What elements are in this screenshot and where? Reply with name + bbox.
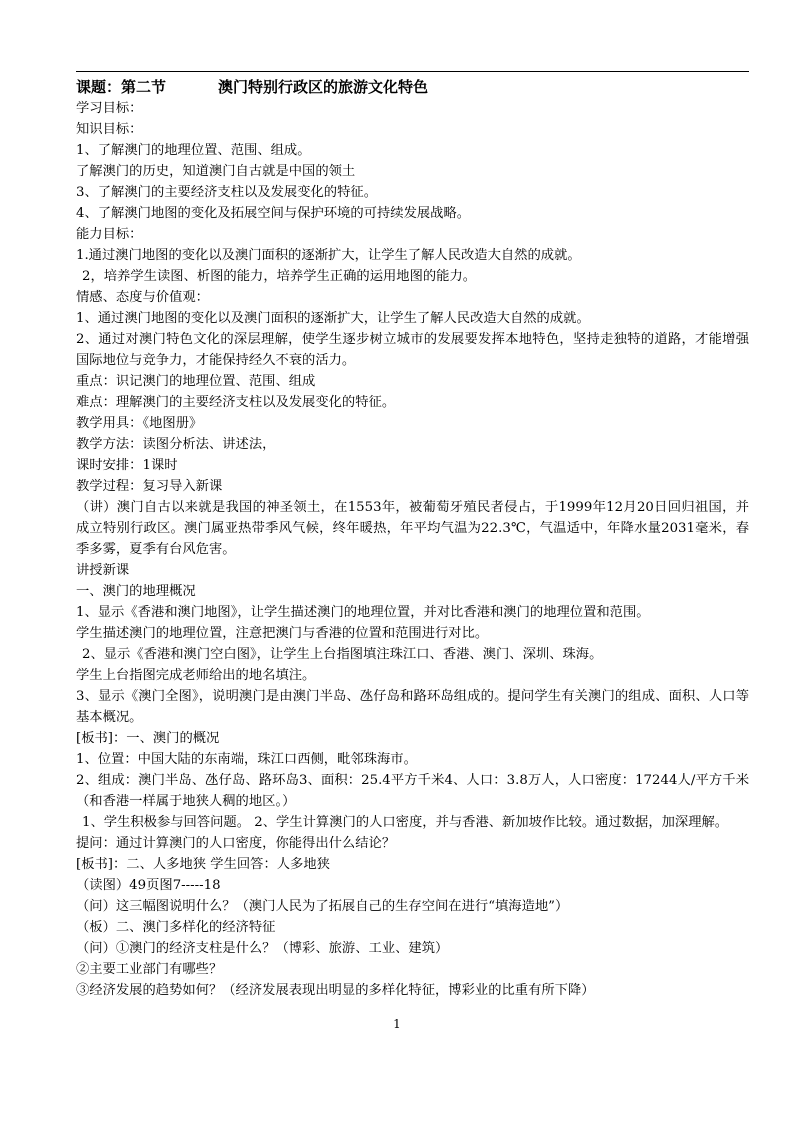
text-line: 1、位置：中国大陆的东南端，珠江口西侧，毗邻珠海市。 [76, 752, 417, 767]
text-line: 教学用具：《地图册》 [76, 416, 203, 431]
text-line: （读图）49页图7-----18 [76, 878, 221, 893]
text-line: （板）二、澳门多样化的经济特征 [76, 920, 276, 935]
text-line: 1、显示《香港和澳门地图》，让学生描述澳门的地理位置，并对比香港和澳门的地理位置和范围。 [76, 605, 650, 620]
page-number: 1 [393, 1017, 401, 1031]
text-line: 学生上台指图完成老师给出的地名填注。 [76, 668, 316, 683]
text-line: 讲授新课 [76, 563, 130, 578]
text-line: 重点：识记澳门的地理位置、范围、组成 [76, 374, 316, 389]
text-line: 提问：通过计算澳门的人口密度，你能得出什么结论？ [76, 836, 396, 851]
text-paragraph: 1、学生积极参与回答问题。 2、学生计算澳门的人口密度，并与香港、新加坡作比较。通过数据，加深理解。 [82, 815, 729, 830]
lesson-title [76, 76, 749, 98]
title-main: 澳门特别行政区的旅游文化特色 [218, 78, 429, 96]
text-line: 课时安排：1课时 [76, 458, 178, 473]
text-line: [板书]：一、澳门的概况 [76, 731, 220, 746]
text-line: 1、通过澳门地图的变化以及澳门面积的逐渐扩大，让学生了解人民改造大自然的成就。 [76, 311, 590, 326]
text-line: 学生描述澳门的地理位置，注意把澳门与香港的位置和范围进行对比。 [76, 626, 489, 641]
text-paragraph: 3、显示《澳门全图》，说明澳门是由澳门半岛、氹仔岛和路环岛组成的。提问学生有关澳门的组成、面积、人口等基本概况。 [76, 689, 749, 725]
header-rule [76, 71, 749, 72]
text-line: 情感、态度与价值观： [76, 290, 209, 305]
text-line: [板书]：二、人多地狭 学生回答：人多地狭 [76, 857, 330, 872]
text-line: （问）①澳门的经济支柱是什么？（博彩、旅游、工业、建筑） [76, 941, 449, 956]
text-paragraph: 2、组成：澳门半岛、氹仔岛、路环岛3、面积：25.4平方千米4、人口：3.8万人，人口密度：17244人/平方千米（和香港一样属于地狭人稠的地区。） [76, 773, 749, 809]
text-line: 4、了解澳门地图的变化及拓展空间与保护环境的可持续发展战略。 [76, 206, 471, 221]
document-body [76, 76, 749, 1001]
text-line: ②主要工业部门有哪些？ [76, 962, 223, 977]
text-line: ③经济发展的趋势如何？（经济发展表现出明显的多样化特征，博彩业的比重有所下降） [76, 983, 595, 998]
text-line: 了解澳门的历史，知道澳门自古就是中国的领土 [76, 164, 356, 179]
text-line: 2、显示《香港和澳门空白图》，让学生上台指图填注珠江口、香港、澳门、深圳、珠海。 [82, 647, 603, 662]
text-line: 3、了解澳门的主要经济支柱以及发展变化的特征。 [76, 185, 377, 200]
text-paragraph: （讲）澳门自古以来就是我国的神圣领土，在1553年，被葡萄牙殖民者侵占，于1999年12月20日回归祖国，并成立特别行政区。澳门属亚热带季风气候，终年暖热，年平均气温为22.3℃，气温适中，年降水量2031毫米，春季多雾，夏季有台风危害。 [76, 500, 749, 557]
text-line: 教学过程：复习导入新课 [76, 479, 223, 494]
text-line: 难点：理解澳门的主要经济支柱以及发展变化的特征。 [76, 395, 396, 410]
text-line: 1.通过澳门地图的变化以及澳门面积的逐渐扩大，让学生了解人民改造大自然的成就。 [76, 248, 581, 263]
text-line: 学习目标： [76, 101, 143, 116]
text-line: 1、了解澳门的地理位置、范围、组成。 [76, 143, 311, 158]
text-line: 知识目标： [76, 122, 143, 137]
text-line: 一、澳门的地理概况 [76, 584, 196, 599]
text-paragraph: 2、通过对澳门特色文化的深层理解，使学生逐步树立城市的发展要发挥本地特色，坚持走独特的道路，才能增强国际地位与竞争力，才能保持经久不衰的活力。 [76, 332, 749, 368]
text-line: 能力目标： [76, 227, 143, 242]
text-line: （问）这三幅图说明什么？（澳门人民为了拓展自己的生存空间在进行“填海造地”） [76, 899, 569, 914]
text-line: 教学方法：读图分析法、讲述法， [76, 437, 276, 452]
title-prefix: 课题：第二节 [76, 78, 167, 96]
text-line: 2，培养学生读图、析图的能力，培养学生正确的运用地图的能力。 [82, 269, 477, 284]
